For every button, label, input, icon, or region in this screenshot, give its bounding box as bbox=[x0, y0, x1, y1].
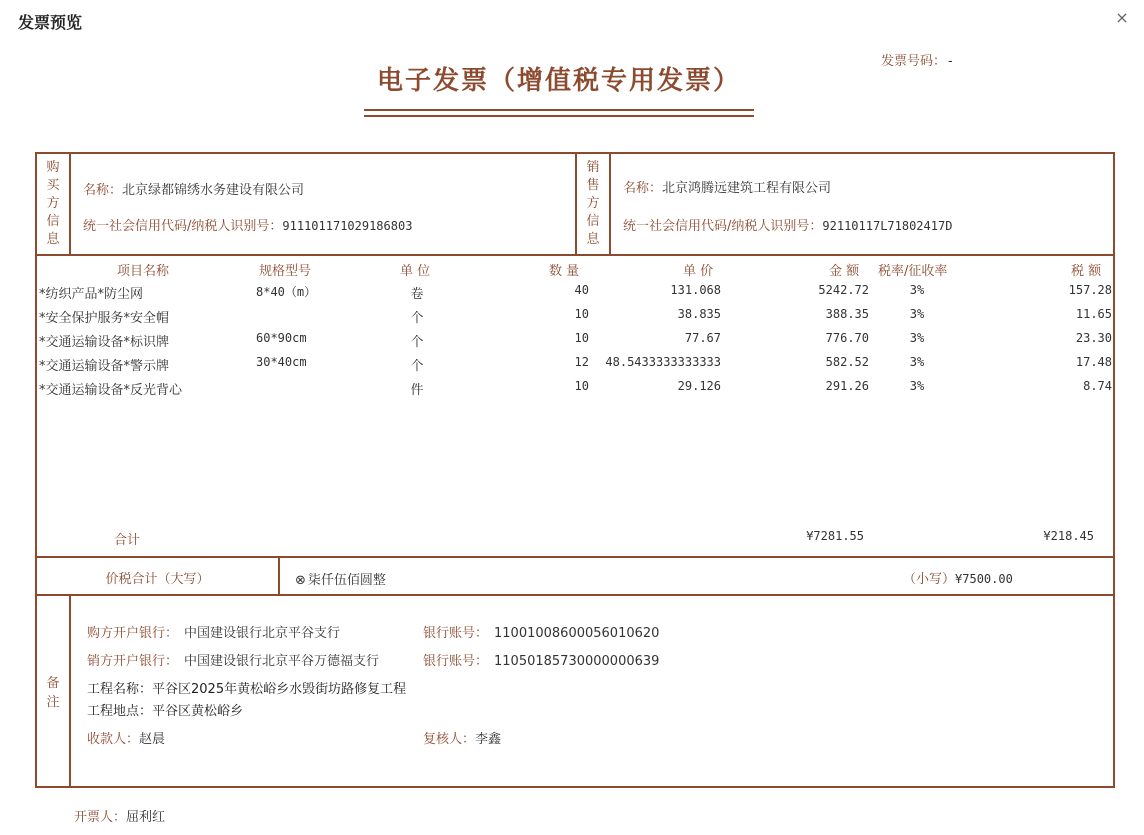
col-header-name: 项目名称 bbox=[117, 264, 170, 279]
buyer-name-row bbox=[83, 179, 304, 198]
item-rate: 3% bbox=[909, 331, 925, 345]
seller-name-row bbox=[623, 177, 831, 196]
item-rate: 3% bbox=[909, 355, 925, 369]
buyer-side-label bbox=[37, 159, 69, 249]
item-spec: 8*40（m） bbox=[256, 285, 317, 299]
seller-account-label: 银行账号： bbox=[423, 654, 489, 669]
title-underline bbox=[364, 109, 754, 117]
col-header-tax: 税 额 bbox=[1071, 264, 1102, 279]
seller-side-char: 售 bbox=[586, 178, 600, 193]
buyer-tax-id: 911101171029186803 bbox=[282, 219, 413, 233]
seller-side-char: 信 bbox=[586, 214, 600, 229]
item-tax: 8.74 bbox=[1083, 379, 1112, 393]
col-header-spec: 规格型号 bbox=[259, 264, 312, 279]
seller-side-label bbox=[577, 159, 609, 249]
col-header-rate: 税率/征收率 bbox=[878, 264, 948, 279]
item-price: 38.835 bbox=[677, 307, 721, 321]
buyer-account: 11001008600056010620 bbox=[494, 626, 660, 641]
item-name: *交通运输设备*警示牌 bbox=[39, 359, 170, 374]
seller-name: 北京鸿腾远建筑工程有限公司 bbox=[662, 181, 832, 196]
item-unit: 个 bbox=[410, 359, 424, 374]
invoice-number bbox=[881, 50, 953, 69]
item-tax: 157.28 bbox=[1068, 283, 1112, 297]
seller-tax-row bbox=[623, 215, 952, 234]
buyer-account-label: 银行账号： bbox=[423, 626, 489, 641]
divider-grand-total bbox=[37, 594, 1113, 596]
drawer-name: 屈利红 bbox=[126, 810, 166, 825]
item-amount: 291.26 bbox=[825, 379, 869, 393]
item-tax: 11.65 bbox=[1075, 307, 1112, 321]
grand-total-lower-row bbox=[903, 568, 1013, 587]
grand-total-label: 价税合计（大写） bbox=[105, 572, 210, 587]
grand-total-lower-label: （小写） bbox=[903, 572, 956, 587]
item-price: 29.126 bbox=[677, 379, 721, 393]
seller-bank-label: 销方开户银行： bbox=[87, 654, 179, 669]
divider-remarks-label bbox=[69, 594, 71, 786]
col-header-price: 单 价 bbox=[683, 264, 714, 279]
item-tax: 17.48 bbox=[1075, 355, 1112, 369]
buyer-tax-row bbox=[83, 215, 412, 234]
reviewer-label: 复核人： bbox=[423, 732, 476, 747]
item-unit: 件 bbox=[410, 383, 424, 398]
payee-row bbox=[87, 728, 165, 747]
drawer-row bbox=[74, 806, 165, 825]
divider-grand-total-label bbox=[278, 556, 280, 594]
seller-side-char: 方 bbox=[586, 196, 600, 211]
buyer-bank: 中国建设银行北京平谷支行 bbox=[184, 626, 341, 641]
reviewer-row bbox=[423, 728, 501, 747]
item-name: *纺织产品*防尘网 bbox=[39, 287, 144, 302]
totals-tax: ¥218.45 bbox=[1043, 529, 1094, 543]
seller-name-label: 名称： bbox=[623, 181, 663, 196]
item-unit: 个 bbox=[410, 311, 424, 326]
remarks-side-char: 备 bbox=[46, 676, 60, 691]
project-name: 工程名称：平谷区2025年黄松峪乡水毁街坊路修复工程 bbox=[87, 682, 407, 697]
invoice-number-label: 发票号码： bbox=[881, 54, 947, 69]
buyer-tax-label: 统一社会信用代码/纳税人识别号： bbox=[83, 219, 283, 234]
close-icon[interactable]: × bbox=[1115, 8, 1129, 27]
invoice-title: 电子发票（增值税专用发票） bbox=[376, 66, 741, 96]
item-name: *交通运输设备*标识牌 bbox=[39, 335, 170, 350]
col-header-unit: 单 位 bbox=[400, 264, 431, 279]
buyer-side-char: 购 bbox=[46, 160, 60, 175]
drawer-label: 开票人： bbox=[74, 810, 127, 825]
item-spec: 30*40cm bbox=[256, 355, 307, 369]
item-name: *安全保护服务*安全帽 bbox=[39, 311, 170, 326]
buyer-bank-label: 购方开户银行： bbox=[87, 626, 179, 641]
payee-label: 收款人： bbox=[87, 732, 140, 747]
buyer-name-label: 名称： bbox=[83, 183, 123, 198]
seller-side-char: 息 bbox=[586, 232, 600, 247]
item-amount: 582.52 bbox=[825, 355, 869, 369]
item-qty: 40 bbox=[574, 283, 589, 297]
divider-buyer-label bbox=[69, 154, 71, 254]
item-unit: 个 bbox=[410, 335, 424, 350]
item-price: 131.068 bbox=[670, 283, 721, 297]
buyer-account-row bbox=[423, 622, 659, 641]
dialog-title: 发票预览 bbox=[18, 13, 83, 32]
project-site: 工程地点：平谷区黄松峪乡 bbox=[87, 704, 244, 719]
buyer-name: 北京绿都锦绣水务建设有限公司 bbox=[122, 183, 305, 198]
buyer-side-char: 信 bbox=[46, 214, 60, 229]
item-rate: 3% bbox=[909, 379, 925, 393]
item-name: *交通运输设备*反光背心 bbox=[39, 383, 183, 398]
item-tax: 23.30 bbox=[1075, 331, 1112, 345]
item-qty: 12 bbox=[574, 355, 589, 369]
grand-total-upper-row bbox=[295, 569, 386, 588]
item-qty: 10 bbox=[574, 379, 589, 393]
buyer-side-char: 方 bbox=[46, 196, 60, 211]
col-header-qty: 数 量 bbox=[549, 264, 580, 279]
item-amount: 5242.72 bbox=[818, 283, 869, 297]
seller-bank: 中国建设银行北京平谷万德福支行 bbox=[184, 654, 380, 669]
buyer-side-char: 买 bbox=[46, 178, 60, 193]
item-amount: 388.35 bbox=[825, 307, 869, 321]
remarks-side-char: 注 bbox=[46, 695, 60, 710]
item-price: 77.67 bbox=[684, 331, 721, 345]
seller-side-char: 销 bbox=[586, 160, 600, 175]
item-amount: 776.70 bbox=[825, 331, 869, 345]
seller-tax-id: 92110117L71802417D bbox=[822, 219, 953, 233]
item-rate: 3% bbox=[909, 307, 925, 321]
circle-x-icon: ⊗ bbox=[295, 573, 306, 588]
item-rate: 3% bbox=[909, 283, 925, 297]
item-qty: 10 bbox=[574, 307, 589, 321]
item-price: 48.5433333333333 bbox=[605, 355, 721, 369]
col-header-amount: 金 额 bbox=[829, 264, 860, 279]
totals-amount: ¥7281.55 bbox=[806, 529, 864, 543]
item-qty: 10 bbox=[574, 331, 589, 345]
divider-parties bbox=[37, 254, 1113, 256]
grand-total-lower: ¥7500.00 bbox=[955, 572, 1013, 586]
seller-bank-row bbox=[87, 650, 379, 669]
payee: 赵晨 bbox=[139, 732, 166, 747]
grand-total-upper: 柒仟伍佰圆整 bbox=[307, 573, 386, 588]
invoice-number-value: - bbox=[948, 54, 953, 69]
seller-account-row bbox=[423, 650, 659, 669]
divider-seller-label bbox=[609, 154, 611, 254]
divider-totals bbox=[37, 556, 1113, 558]
remarks-side-label bbox=[37, 674, 69, 712]
buyer-bank-row bbox=[87, 622, 340, 641]
seller-account: 11050185730000000639 bbox=[494, 654, 660, 669]
seller-tax-label: 统一社会信用代码/纳税人识别号： bbox=[623, 219, 823, 234]
buyer-side-char: 息 bbox=[46, 232, 60, 247]
totals-label: 合计 bbox=[114, 533, 141, 548]
reviewer: 李鑫 bbox=[475, 732, 502, 747]
item-unit: 卷 bbox=[410, 287, 424, 302]
item-spec: 60*90cm bbox=[256, 331, 307, 345]
invoice-table bbox=[35, 152, 1115, 788]
